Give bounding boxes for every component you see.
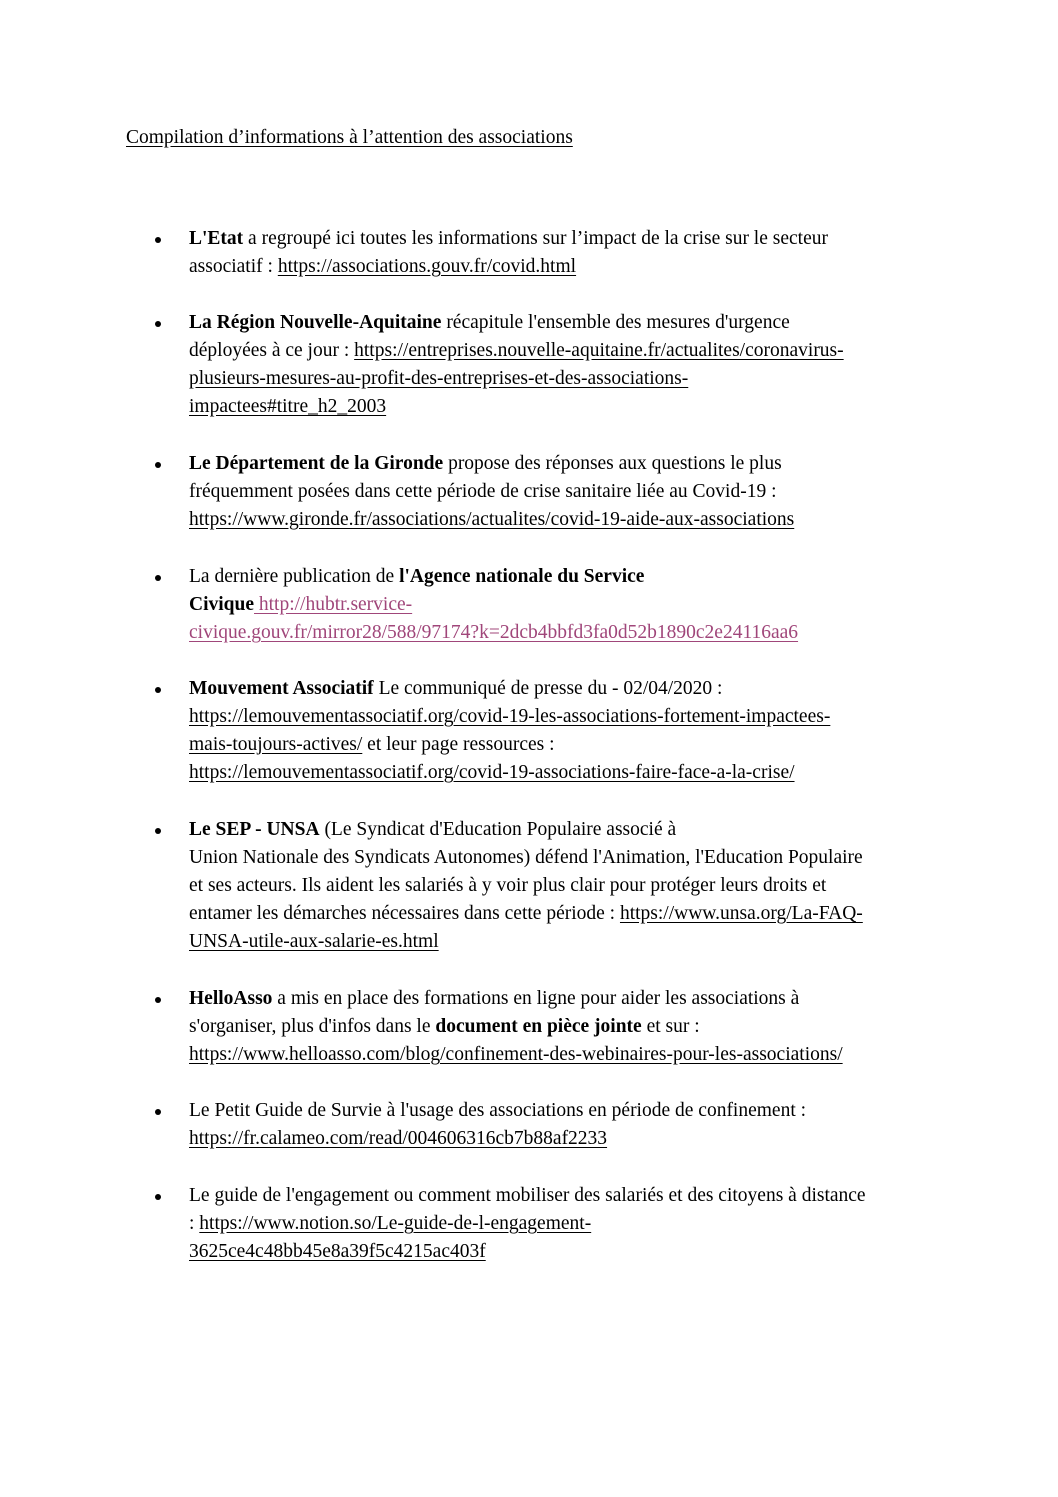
list-item bbox=[189, 985, 949, 1069]
list-item-line bbox=[189, 844, 949, 872]
list-item-line bbox=[189, 675, 949, 703]
hyperlink[interactable]: https://associations.gouv.fr/covid.html bbox=[277, 256, 577, 277]
list-item-line bbox=[189, 591, 949, 619]
hyperlink-visited[interactable]: http://hubtr.service- bbox=[254, 594, 413, 615]
body-text: Le Petit Guide de Survie à l'usage des associations en période de confinement : bbox=[189, 1100, 807, 1121]
list-item bbox=[189, 309, 949, 421]
bullet-icon bbox=[155, 1194, 161, 1200]
bullet-icon bbox=[155, 462, 161, 468]
hyperlink[interactable]: https://www.unsa.org/La-FAQ- bbox=[619, 903, 863, 924]
bold-text: Civique bbox=[189, 594, 255, 615]
body-text: Le guide de l'engagement ou comment mobiliser des salariés et des citoyens à distance bbox=[189, 1185, 866, 1206]
page-title: Compilation d’informations à l’attention des associations bbox=[126, 127, 573, 148]
bold-text: HelloAsso bbox=[189, 988, 273, 1009]
list-item bbox=[189, 816, 949, 956]
list-item bbox=[189, 563, 949, 647]
list-item-line bbox=[189, 872, 949, 900]
hyperlink[interactable]: https://www.helloasso.com/blog/confinement-des-webinaires-pour-les-associations/ bbox=[189, 1044, 843, 1065]
list-item bbox=[189, 450, 949, 534]
list-item-line bbox=[189, 703, 949, 731]
list-item-line bbox=[189, 619, 949, 647]
hyperlink[interactable]: impactees#titre_h2_2003 bbox=[189, 396, 387, 417]
bullet-icon bbox=[155, 575, 161, 581]
body-text: Le communiqué de presse du bbox=[373, 678, 612, 699]
list-item-line bbox=[189, 478, 949, 506]
list-item-line bbox=[189, 1182, 949, 1210]
list-item-line bbox=[189, 928, 949, 956]
body-text: La dernière publication de bbox=[189, 566, 400, 587]
list-item-line bbox=[189, 900, 949, 928]
body-text: et leur page ressources : bbox=[362, 734, 555, 755]
list-item-line bbox=[189, 563, 949, 591]
list-item-line bbox=[189, 1210, 949, 1238]
body-text: Union Nationale des Syndicats Autonomes) défend l'Animation, l'Education Populaire bbox=[189, 847, 863, 868]
bold-text: La Région Nouvelle-Aquitaine bbox=[189, 312, 442, 333]
list-item-line bbox=[189, 309, 949, 337]
body-text: s'organiser, plus d'infos dans le bbox=[189, 1016, 436, 1037]
body-text: (Le Syndicat d'Education Populaire associé à bbox=[319, 819, 677, 840]
list-item bbox=[189, 225, 949, 281]
bullet-icon bbox=[155, 687, 161, 693]
bullet-icon bbox=[155, 1109, 161, 1115]
bold-text: Mouvement Associatif bbox=[189, 678, 374, 699]
bullet-icon bbox=[155, 997, 161, 1003]
body-text: propose des réponses aux questions le plus bbox=[443, 453, 782, 474]
list-item bbox=[189, 1182, 949, 1266]
hyperlink[interactable]: mais-toujours-actives/ bbox=[189, 734, 363, 755]
hyperlink[interactable]: UNSA-utile-aux-salarie-es.html bbox=[189, 931, 439, 952]
list-item-line bbox=[189, 731, 949, 759]
hyperlink[interactable]: 3625ce4c48bb45e8a39f5c4215ac403f bbox=[189, 1241, 486, 1262]
body-text: fréquemment posées dans cette période de crise sanitaire liée au Covid-19 : bbox=[189, 481, 777, 502]
list-item-line bbox=[189, 337, 949, 365]
bullet-icon bbox=[155, 828, 161, 834]
list-item-line bbox=[189, 1041, 949, 1069]
body-text: et sur : bbox=[641, 1016, 700, 1037]
list-item-line bbox=[189, 985, 949, 1013]
list-item-line bbox=[189, 1125, 949, 1153]
hyperlink[interactable]: https://www.notion.so/Le-guide-de-l-engagement- bbox=[199, 1213, 592, 1234]
list-item bbox=[189, 1097, 949, 1153]
body-text: entamer les démarches nécessaires dans cette période : bbox=[189, 903, 620, 924]
list-item-line bbox=[189, 225, 949, 253]
hyperlink[interactable]: plusieurs-mesures-au-profit-des-entreprises-et-des-associations- bbox=[189, 368, 689, 389]
body-text: a regroupé ici toutes les informations sur l’impact de la crise sur le secteur bbox=[243, 228, 828, 249]
bold-text: l'Agence nationale du Service bbox=[399, 566, 645, 587]
list-item-line bbox=[189, 759, 949, 787]
list-item-line bbox=[189, 1013, 949, 1041]
body-text: déployées à ce jour : bbox=[189, 340, 355, 361]
list-item bbox=[189, 675, 949, 787]
body-text: - 02/04/2020 : bbox=[611, 678, 723, 699]
hyperlink[interactable]: https://www.gironde.fr/associations/actualites/covid-19-aide-aux-associations bbox=[189, 509, 795, 530]
bold-text: Le Département de la Gironde bbox=[189, 453, 444, 474]
list-item-line bbox=[189, 816, 949, 844]
list-item-line bbox=[189, 1097, 949, 1125]
bold-text: Le SEP - UNSA bbox=[189, 819, 320, 840]
hyperlink[interactable]: https://lemouvementassociatif.org/covid-19-les-associations-fortement-impactees- bbox=[189, 706, 831, 727]
hyperlink[interactable]: https://lemouvementassociatif.org/covid-19-associations-faire-face-a-la-crise/ bbox=[189, 762, 795, 783]
bold-text: L'Etat bbox=[189, 228, 244, 249]
bullet-icon bbox=[155, 321, 161, 327]
list-item-line bbox=[189, 393, 949, 421]
bold-text: document en pièce jointe bbox=[435, 1016, 642, 1037]
list-item-line bbox=[189, 253, 949, 281]
hyperlink-visited[interactable]: civique.gouv.fr/mirror28/588/97174?k=2dcb4bbfd3fa0d52b1890c2e24116aa6 bbox=[189, 622, 799, 643]
bullet-icon bbox=[155, 237, 161, 243]
list-item-line bbox=[189, 506, 949, 534]
body-text: et ses acteurs. Ils aident les salariés à y voir plus clair pour protéger leurs droits et bbox=[189, 875, 827, 896]
list-item-line bbox=[189, 365, 949, 393]
hyperlink[interactable]: https://fr.calameo.com/read/004606316cb7b88af2233 bbox=[189, 1128, 608, 1149]
list-item-line bbox=[189, 1238, 949, 1266]
list-item-line bbox=[189, 450, 949, 478]
body-text: : bbox=[189, 1213, 200, 1234]
body-text: récapitule l'ensemble des mesures d'urgence bbox=[441, 312, 790, 333]
body-text: a mis en place des formations en ligne pour aider les associations à bbox=[272, 988, 800, 1009]
body-text: associatif : bbox=[189, 256, 278, 277]
hyperlink[interactable]: https://entreprises.nouvelle-aquitaine.fr/actualites/coronavirus- bbox=[354, 340, 844, 361]
